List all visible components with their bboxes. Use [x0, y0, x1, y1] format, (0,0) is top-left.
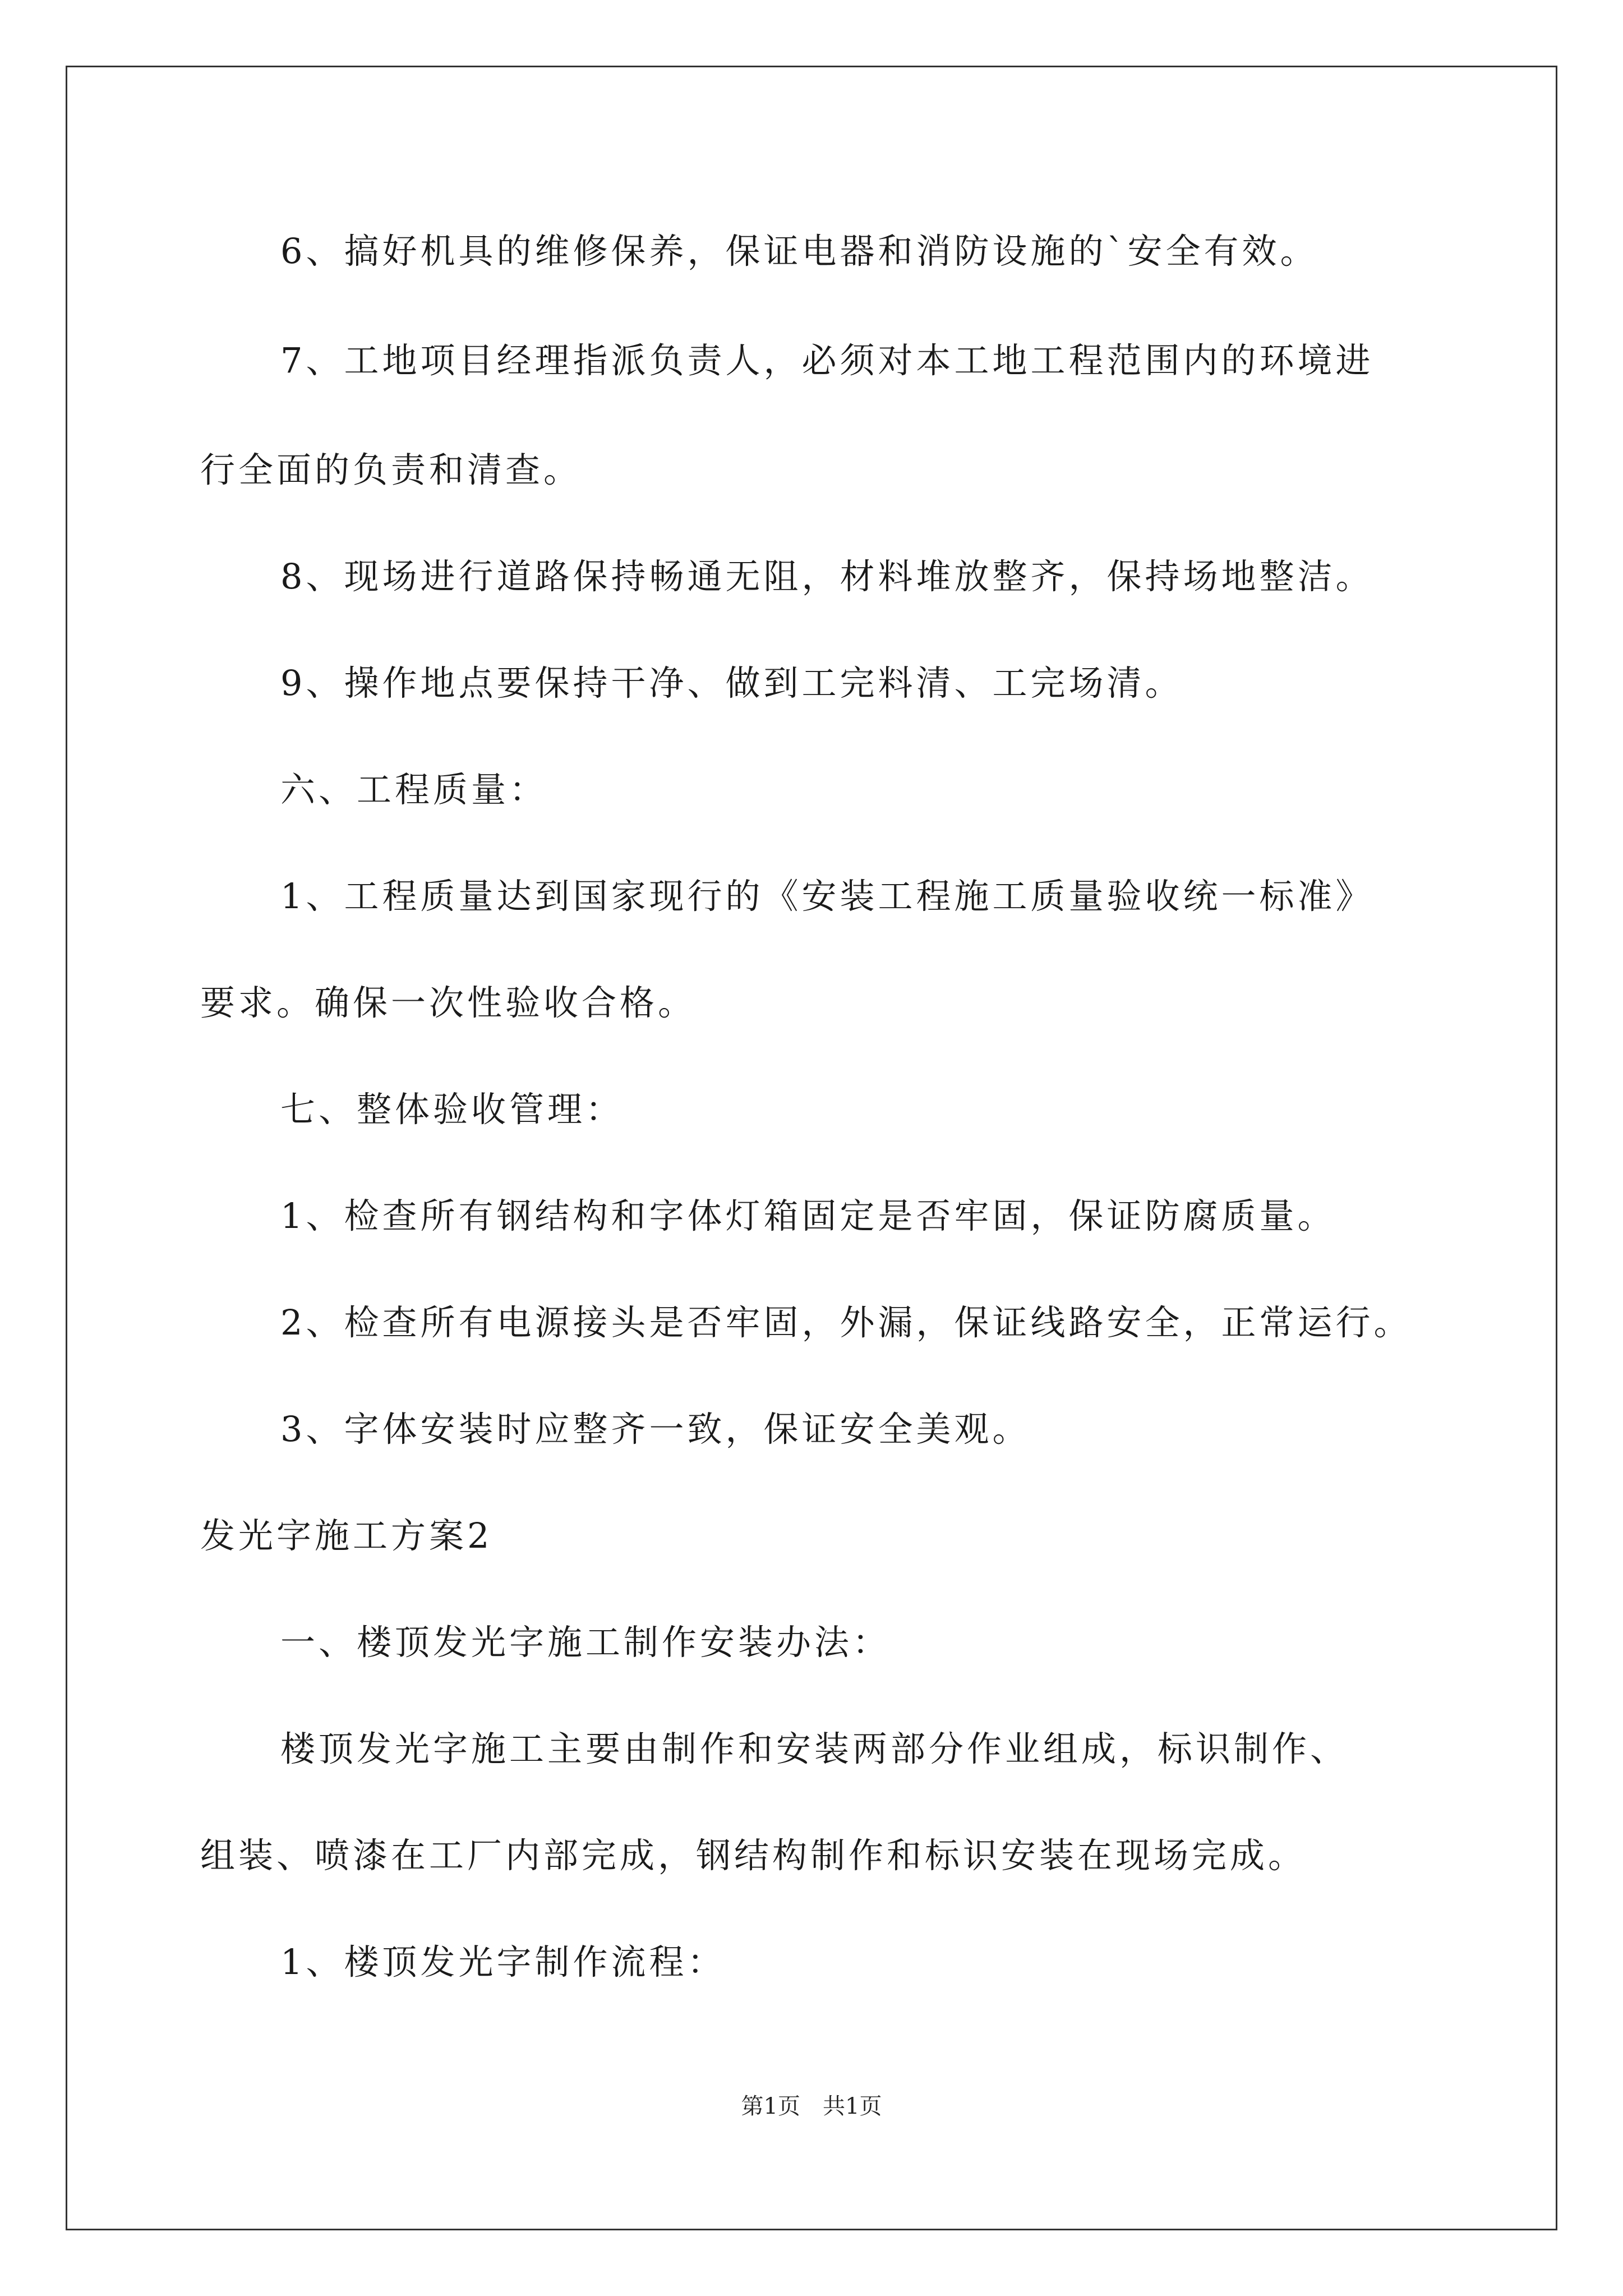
text-line-quality-1-continued: 要求。确保一次性验收合格。 [200, 982, 697, 1023]
page-border [66, 66, 1557, 2230]
section-heading-quality: 六、工程质量： [280, 769, 548, 810]
text-line-rooftop-process: 1、楼顶发光字制作流程： [280, 1941, 726, 1982]
text-line-item-8: 8、现场进行道路保持畅通无阻，材料堆放整齐，保持场地整洁。 [280, 556, 1374, 597]
text-line-acceptance-2: 2、检查所有电源接头是否牢固，外漏，保证线路安全，正常运行。 [280, 1302, 1412, 1343]
text-line-item-9: 9、操作地点要保持干净、做到工完料清、工完场清。 [280, 662, 1183, 703]
text-line-item-6: 6、搞好机具的维修保养，保证电器和消防设施的`安全有效。 [280, 231, 1318, 272]
section-heading-acceptance: 七、整体验收管理： [280, 1089, 624, 1130]
text-line-acceptance-3: 3、字体安装时应整齐一致，保证安全美观。 [280, 1409, 1031, 1450]
text-line-quality-1: 1、工程质量达到国家现行的《安装工程施工质量验收统一标准》 [280, 876, 1374, 917]
section-heading-rooftop: 一、楼顶发光字施工制作安装办法： [280, 1622, 891, 1663]
document-title-plan-2: 发光字施工方案2 [200, 1515, 493, 1556]
page-footer: 第1页 共1页 [741, 2093, 882, 2119]
text-line-rooftop-intro: 楼顶发光字施工主要由制作和安装两部分作业组成，标识制作、 [280, 1728, 1349, 1769]
text-line-acceptance-1: 1、检查所有钢结构和字体灯箱固定是否牢固，保证防腐质量。 [280, 1195, 1336, 1236]
text-line-rooftop-intro-continued: 组装、喷漆在工厂内部完成，钢结构制作和标识安装在现场完成。 [200, 1835, 1307, 1876]
text-line-item-7: 7、工地项目经理指派负责人，必须对本工地工程范围内的环境进 [280, 340, 1374, 381]
text-line-item-7-continued: 行全面的负责和清查。 [200, 449, 582, 490]
